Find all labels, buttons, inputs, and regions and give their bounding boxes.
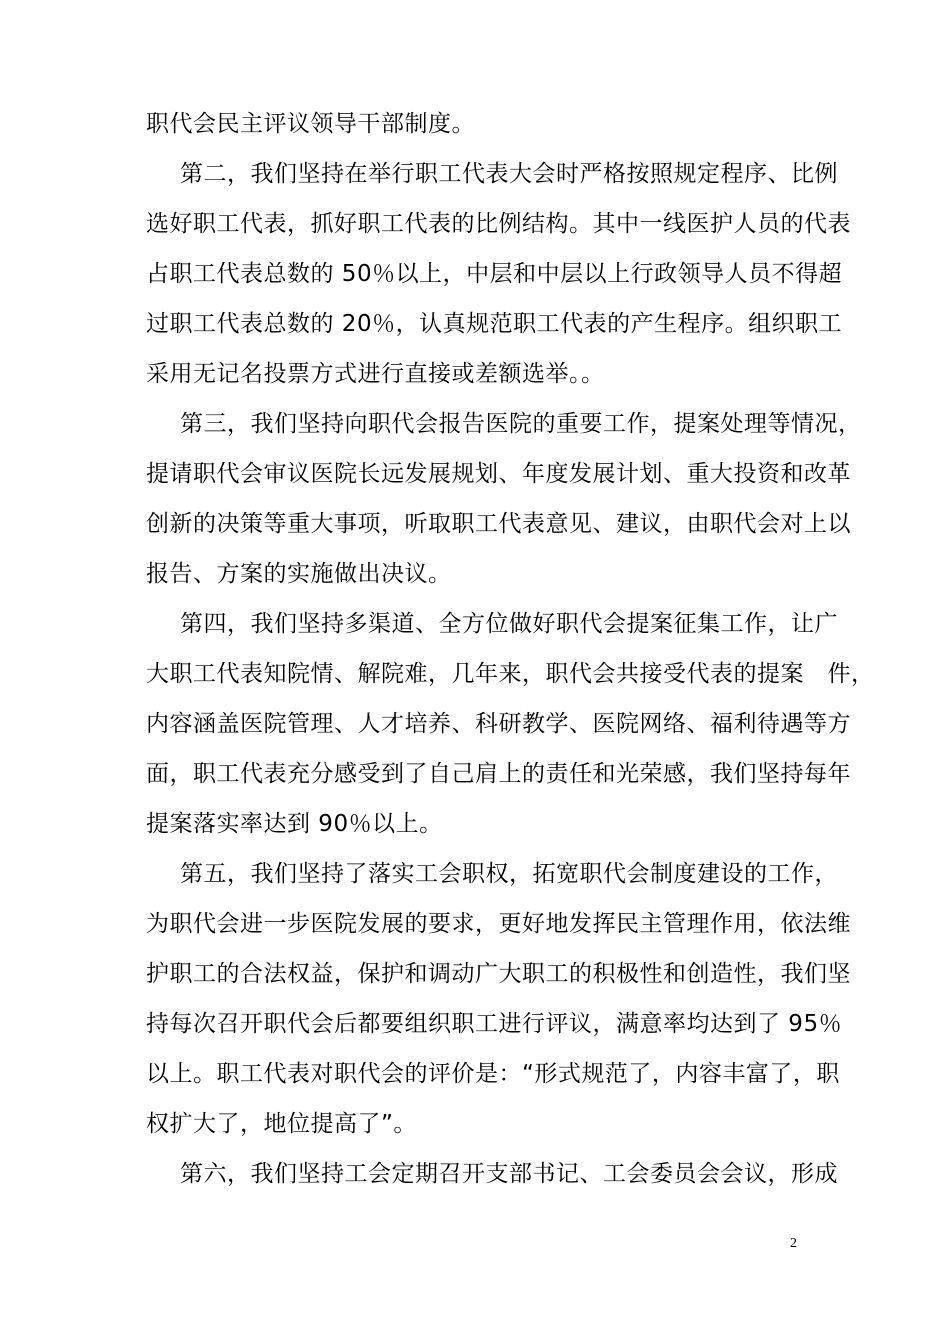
paragraph-2-start: 第二，我们坚持在举行职工代表大会时严格按照规定程序、比例: [180, 161, 838, 187]
page-number: 2: [790, 1236, 797, 1251]
text-line: 过职工代表总数的 20％，认真规范职工代表的产生程序。组织职工: [146, 311, 843, 337]
text-line: 创新的决策等重大事项，听取职工代表意见、建议，由职代会对上以: [146, 511, 851, 537]
text-line: 占职工代表总数的 50％以上，中层和中层以上行政领导人员不得超: [146, 261, 843, 287]
paragraph-6-start: 第六，我们坚持工会定期召开支部书记、工会委员会会议，形成: [180, 1161, 838, 1187]
paragraph-5-start: 第五，我们坚持了落实工会职权，拓宽职代会制度建设的工作，: [180, 861, 838, 887]
paragraph-4-start: 第四，我们坚持多渠道、全方位做好职代会提案征集工作，让广: [180, 611, 838, 637]
text-line: 护职工的合法权益，保护和调动广大职工的积极性和创造性，我们坚: [146, 961, 851, 987]
text-line: 提案落实率达到 90％以上。: [146, 811, 443, 837]
text-line: 提请职代会审议医院长远发展规划、年度发展计划、重大投资和改革: [146, 461, 851, 487]
text-line: 选好职工代表，抓好职工代表的比例结构。其中一线医护人员的代表: [146, 211, 851, 237]
paragraph-3-start: 第三，我们坚持向职代会报告医院的重要工作，提案处理等情况，: [180, 411, 862, 437]
text-line: 内容涵盖医院管理、人才培养、科研教学、医院网络、福利待遇等方: [146, 711, 851, 737]
text-line: 大职工代表知院情、解院难，几年来，职代会共接受代表的提案 件，: [146, 661, 875, 687]
text-line: 持每次召开职代会后都要组织职工进行评议，满意率均达到了 95％: [146, 1011, 843, 1037]
text-line: 以上。职工代表对职代会的评价是：“形式规范了，内容丰富了，职: [146, 1061, 840, 1087]
text-line: 权扩大了，地位提高了”。: [146, 1111, 417, 1137]
text-line: 为职代会进一步医院发展的要求，更好地发挥民主管理作用，依法维: [146, 911, 851, 937]
text-line: 报告、方案的实施做出决议。: [146, 561, 452, 587]
text-line: 职代会民主评议领导干部制度。: [146, 111, 475, 137]
text-line: 采用无记名投票方式进行直接或差额选举。。: [146, 361, 605, 387]
text-line: 面，职工代表充分感受到了自己肩上的责任和光荣感，我们坚持每年: [146, 761, 851, 787]
